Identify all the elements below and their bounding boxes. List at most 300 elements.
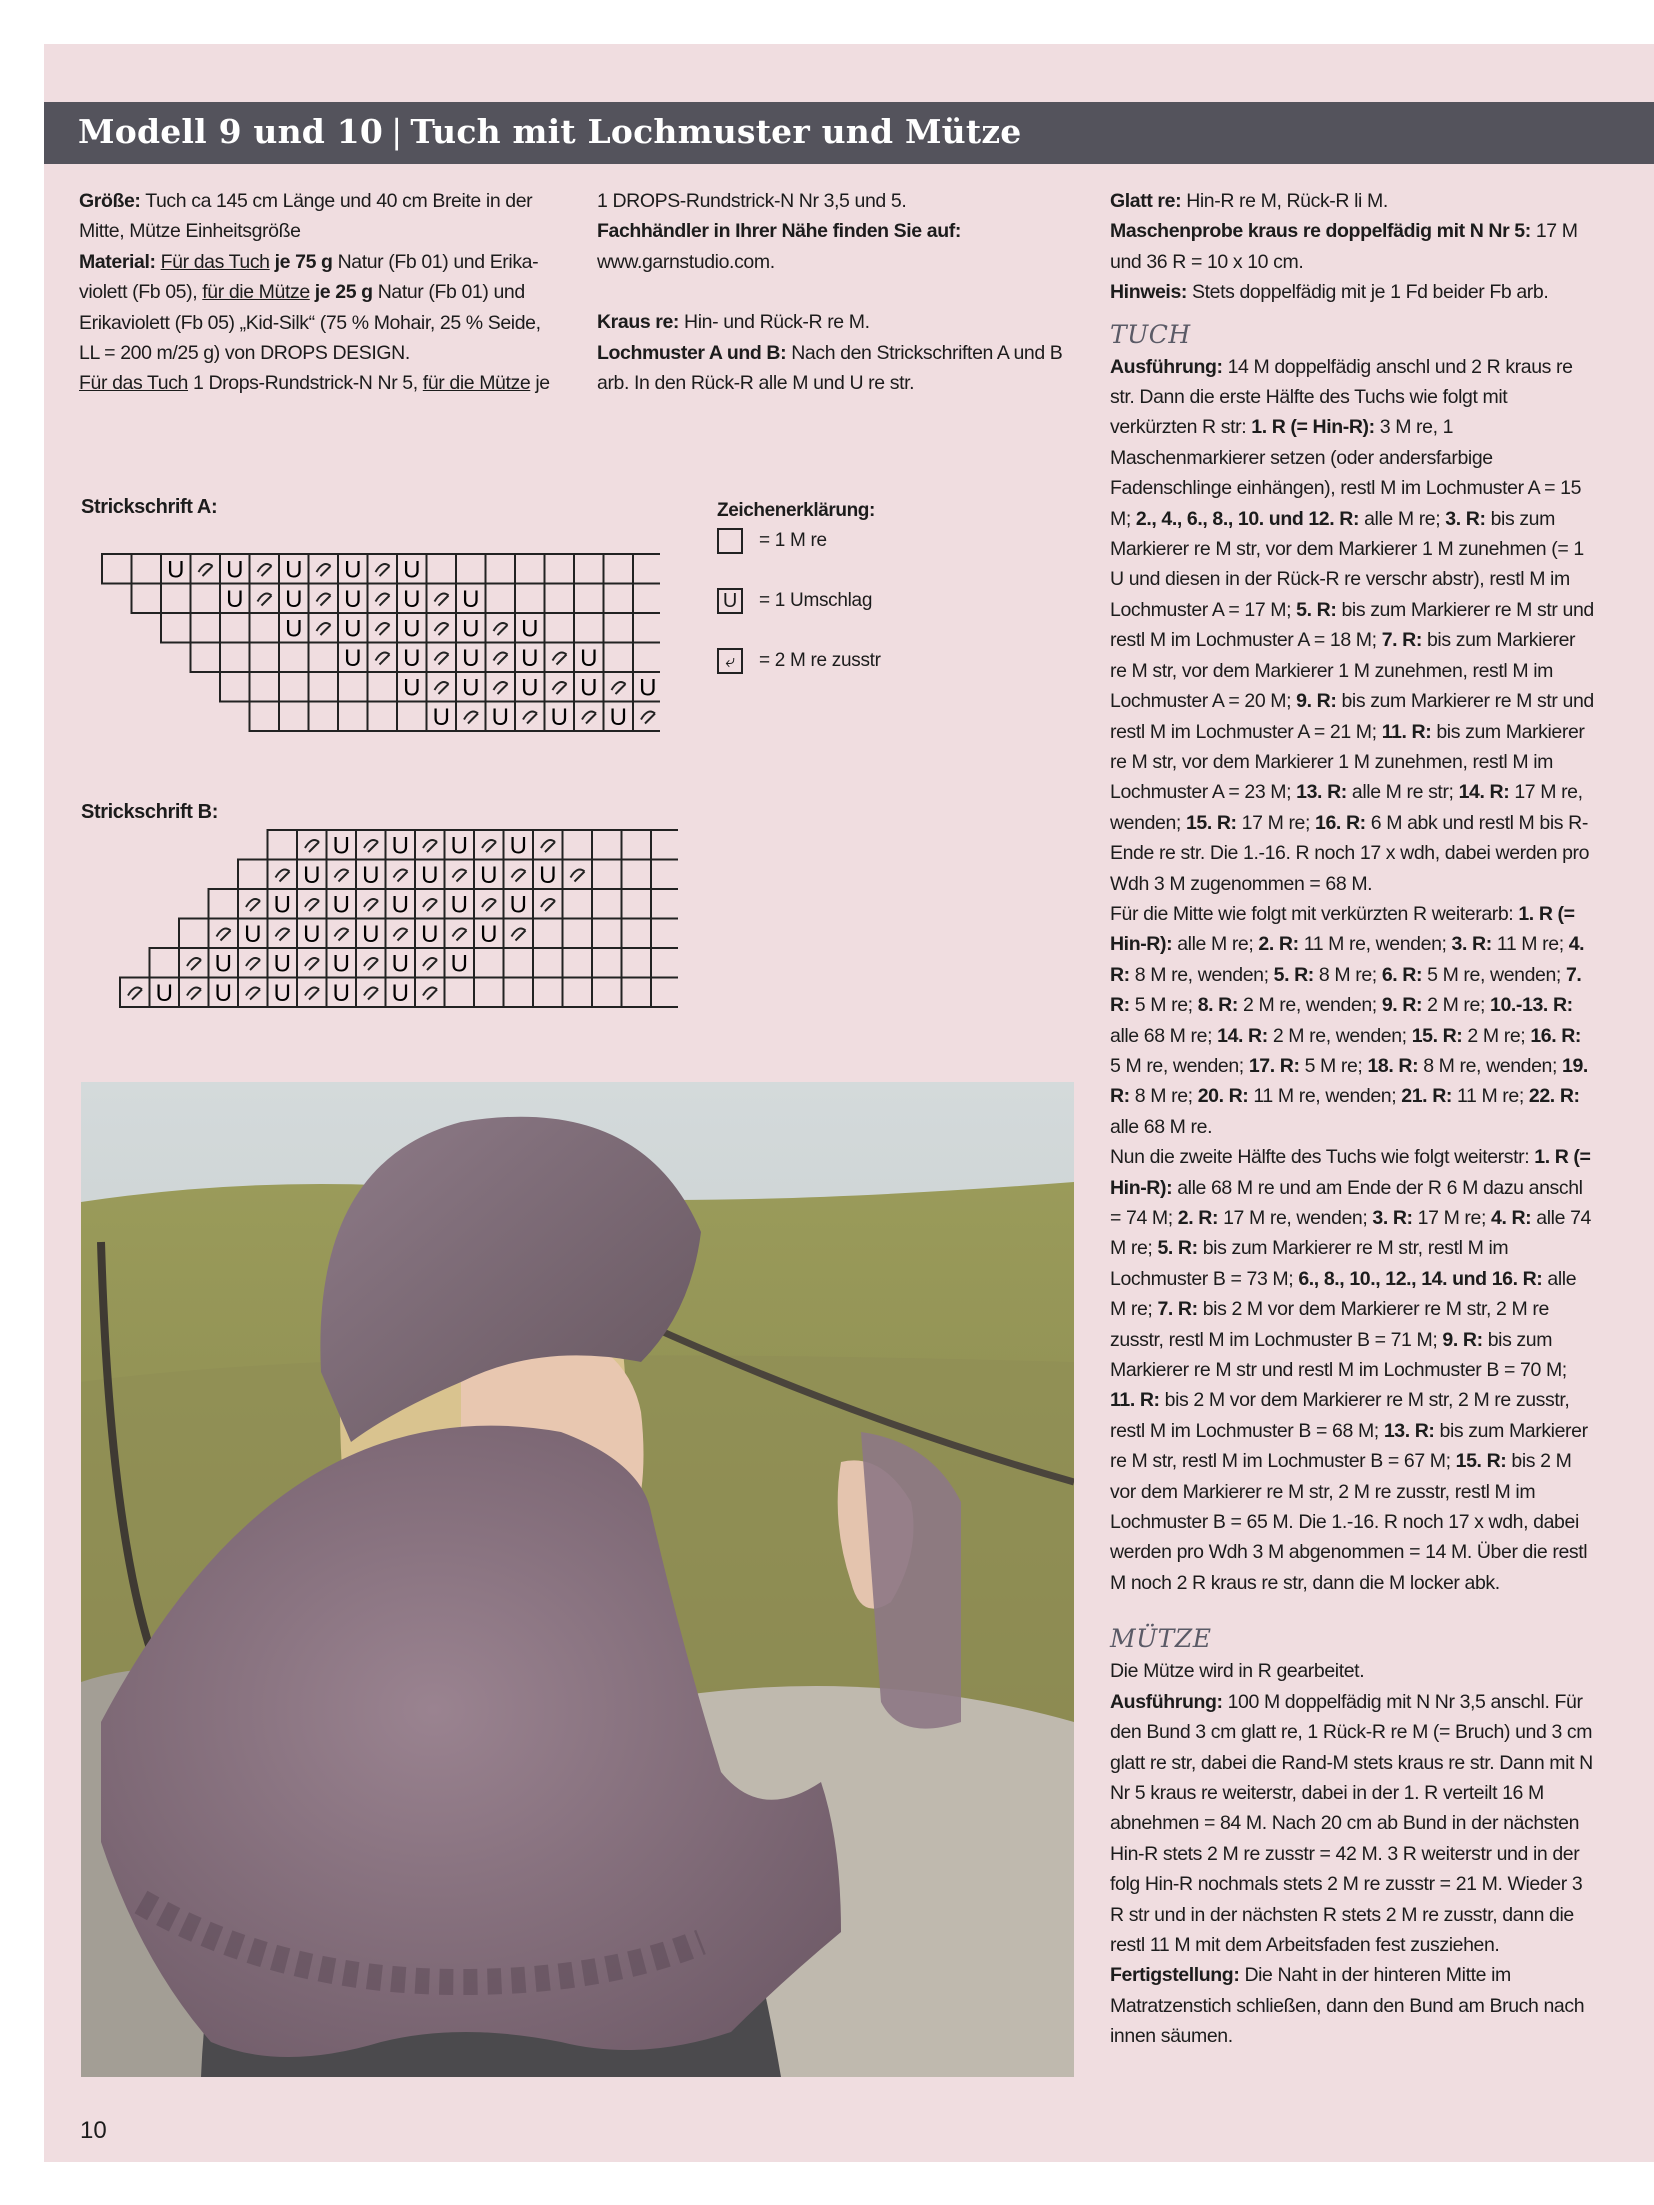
- k2tog-symbol: [641, 712, 655, 724]
- chart-cell: [486, 643, 516, 673]
- chart-cell: [574, 584, 604, 614]
- k2tog-symbol: [317, 594, 331, 606]
- knit-stitch-icon: [717, 528, 743, 554]
- chart-cell: [474, 889, 504, 919]
- tuch-instructions-2: Für die Mitte wie folgt mit verkürzten R weiterarb: 1. R (= Hin-R): alle M re; 2. R: 11 M re, wenden; 3. R: 11 M re; 4. R: 8 M re, wenden; 5. R: 8 M re; 6. R: 5 M re, wenden; 7. R: 5 M re; 8. R: 2 M re, wenden; 9. R: 2 M re; 10.-13. R: alle 68 M re; 14. R: 2 M re, wenden; 15. R: 2 M re; 16. R: 5 M re, wenden; 17. R: 5 M re; 18. R: 8 M re, wenden; 19. R: 8 M re; 20. R: 11 M re, wenden; 21. R: 11 M re; 22. R: alle 68 M re.: [1110, 902, 1588, 1138]
- chart-cell: [445, 830, 475, 860]
- chart-cell: [563, 919, 593, 949]
- chart-cell: [622, 978, 652, 1008]
- k2tog-symbol: [217, 929, 231, 941]
- chart-cell: [368, 672, 398, 702]
- chart-cell: [368, 702, 398, 732]
- k2tog-symbol: [258, 564, 272, 576]
- chart-cell: [297, 860, 327, 890]
- yarn-over-symbol: U: [403, 586, 421, 613]
- chart-cell: [474, 978, 504, 1008]
- yarn-over-symbol: U: [344, 615, 362, 643]
- model-number: Modell 9 und 10: [78, 112, 384, 151]
- k2tog-symbol: [376, 594, 390, 606]
- chart-cell: [427, 643, 457, 673]
- chart-cell: [279, 584, 309, 614]
- chart-cell: [563, 830, 593, 860]
- chart-cell: [338, 554, 368, 584]
- yarn-over-symbol: U: [226, 586, 244, 613]
- k2tog-symbol: [423, 958, 437, 970]
- chart-cell: [486, 702, 516, 732]
- chart-cell: [651, 919, 678, 949]
- chart-cell: [297, 948, 327, 978]
- chart-cell: [297, 830, 327, 860]
- yarn-over-symbol: U: [480, 862, 498, 889]
- chart-cell: [604, 554, 634, 584]
- yarn-over-symbol: U: [214, 980, 232, 1007]
- k2tog-symbol: [305, 840, 319, 852]
- yarn-over-symbol: U: [391, 891, 409, 919]
- yarn-over-symbol: U: [432, 704, 450, 731]
- chart-cell: [651, 830, 678, 860]
- chart-cell: [633, 584, 660, 614]
- chart-cell: [445, 860, 475, 890]
- yarn-over-symbol: U: [273, 891, 291, 919]
- knitting-chart-b: [118, 828, 678, 1014]
- chart-cell: [504, 860, 534, 890]
- chart-cell: [474, 948, 504, 978]
- chart-cell: [327, 830, 357, 860]
- yarn-over-symbol: U: [344, 586, 362, 613]
- chart-cell: [250, 672, 280, 702]
- chart-cell: [456, 643, 486, 673]
- knitting-chart-a: [100, 552, 660, 738]
- chart-cell: [309, 613, 339, 643]
- chart-cell: [574, 613, 604, 643]
- yarn-over-symbol: U: [362, 921, 380, 948]
- legend-decrease: ⤶ = 2 M re zusstr: [717, 648, 881, 674]
- yarn-over-symbol: U: [450, 832, 468, 860]
- needles-paragraph: Für das Tuch 1 Drops-Rundstrick-N Nr 5, für die Mütze je: [79, 372, 550, 395]
- chart-cell: [622, 948, 652, 978]
- chart-cell: [268, 978, 298, 1008]
- yarn-over-symbol: U: [403, 615, 421, 643]
- k2tog-symbol: [464, 712, 478, 724]
- chart-cell: [161, 613, 191, 643]
- chart-cell: [250, 584, 280, 614]
- chart-cell: [604, 672, 634, 702]
- chart-cell: [338, 584, 368, 614]
- yarn-over-symbol: U: [244, 921, 262, 948]
- k2tog-symbol: [128, 988, 142, 1000]
- legend-yarn-over: U = 1 Umschlag: [717, 588, 872, 614]
- yarn-over-symbol: U: [273, 980, 291, 1007]
- yarn-over-symbol: U: [332, 832, 350, 860]
- muetze-heading: MÜTZE: [1110, 1624, 1212, 1654]
- chart-cell: [545, 702, 575, 732]
- yarn-over-symbol: U: [403, 645, 421, 672]
- chart-cell: [386, 948, 416, 978]
- k2tog-symbol: [512, 870, 526, 882]
- chart-cell: [268, 919, 298, 949]
- chart-cell: [427, 554, 457, 584]
- chart-cell: [368, 584, 398, 614]
- chart-cell: [592, 830, 622, 860]
- k2tog-symbol: [423, 840, 437, 852]
- k2tog-symbol: [523, 712, 537, 724]
- yarn-over-symbol: U: [421, 862, 439, 889]
- k2tog-symbol: [435, 594, 449, 606]
- chart-cell: [238, 860, 268, 890]
- chart-a-label: Strickschrift A:: [81, 496, 218, 518]
- chart-cell: [356, 948, 386, 978]
- yarn-over-symbol: U: [509, 832, 527, 860]
- chart-cell: [504, 948, 534, 978]
- chart-cell: [533, 948, 563, 978]
- chart-cell: [209, 948, 239, 978]
- chart-cell: [397, 643, 427, 673]
- page-title: [78, 112, 1021, 151]
- chart-cell: [456, 584, 486, 614]
- k2tog-symbol: [453, 870, 467, 882]
- k2tog-symbol: [364, 840, 378, 852]
- chart-cell: [574, 702, 604, 732]
- yarn-over-symbol: U: [362, 862, 380, 889]
- chart-cell: [179, 948, 209, 978]
- k2tog-symbol: [317, 623, 331, 635]
- k2tog-symbol: [541, 840, 555, 852]
- chart-cell: [279, 672, 309, 702]
- chart-cell: [486, 672, 516, 702]
- chart-cell: [515, 584, 545, 614]
- chart-cell: [504, 978, 534, 1008]
- yarn-over-symbol: U: [285, 556, 303, 584]
- chart-cell: [327, 860, 357, 890]
- chart-cell: [191, 613, 221, 643]
- chart-cell: [220, 613, 250, 643]
- chart-cell: [651, 948, 678, 978]
- chart-cell: [533, 830, 563, 860]
- note-paragraph: Hinweis: Stets doppelfädig mit je 1 Fd beider Fb arb.: [1110, 281, 1549, 304]
- chart-cell: [279, 702, 309, 732]
- chart-cell: [633, 672, 660, 702]
- chart-cell: [474, 860, 504, 890]
- chart-cell: [622, 919, 652, 949]
- size-paragraph: Größe: Tuch ca 145 cm Länge und 40 cm Breite in der Mitte, Mütze Einheitsgröße: [79, 190, 533, 243]
- chart-cell: [220, 672, 250, 702]
- chart-cell: [268, 860, 298, 890]
- legend-title: Zeichenerklärung:: [717, 500, 875, 521]
- yarn-over-symbol: U: [462, 586, 480, 613]
- k2tog-icon: ⤶: [717, 648, 743, 674]
- chart-cell: [161, 554, 191, 584]
- k2tog-symbol: [364, 899, 378, 911]
- photo-woman-shawl-hat: [81, 1082, 1074, 2077]
- chart-cell: [592, 919, 622, 949]
- chart-cell: [179, 978, 209, 1008]
- k2tog-symbol: [305, 958, 319, 970]
- chart-cell: [356, 978, 386, 1008]
- chart-b-label: Strickschrift B:: [81, 801, 218, 823]
- chart-cell: [132, 584, 162, 614]
- k2tog-symbol: [317, 564, 331, 576]
- chart-cell: [150, 978, 180, 1008]
- yarn-over-symbol: U: [550, 704, 568, 731]
- chart-cell: [356, 860, 386, 890]
- chart-cell: [268, 948, 298, 978]
- chart-cell: [604, 702, 634, 732]
- chart-cell: [622, 830, 652, 860]
- yarn-over-symbol: U: [450, 950, 468, 978]
- kraus-paragraph: Kraus re: Hin- und Rück-R re M.: [597, 311, 870, 334]
- yarn-over-symbol: U: [521, 645, 539, 672]
- chart-cell: [504, 889, 534, 919]
- chart-cell: [309, 672, 339, 702]
- chart-cell: [633, 643, 660, 673]
- k2tog-symbol: [553, 682, 567, 694]
- gauge-paragraph: Maschenprobe kraus re doppelfädig mit N Nr 5: 17 M und 36 R = 10 x 10 cm.: [1110, 220, 1578, 273]
- yarn-over-symbol: U: [403, 674, 421, 702]
- yarn-over-symbol: U: [580, 645, 598, 672]
- chart-cell: [309, 702, 339, 732]
- chart-cell: [545, 584, 575, 614]
- chart-cell: [279, 643, 309, 673]
- chart-cell: [397, 672, 427, 702]
- chart-cell: [415, 978, 445, 1008]
- chart-cell: [592, 948, 622, 978]
- k2tog-symbol: [276, 870, 290, 882]
- yarn-over-symbol: U: [391, 980, 409, 1007]
- chart-cell: [279, 613, 309, 643]
- yarn-over-symbol: U: [303, 921, 321, 948]
- chart-cell: [338, 613, 368, 643]
- chart-cell: [338, 702, 368, 732]
- muetze-finishing: Fertigstellung: Die Naht in der hinteren Mitte im Matratzenstich schließen, dann den Bund am Bruch nach innen säumen.: [1110, 1964, 1585, 2048]
- yarn-over-symbol: U: [285, 586, 303, 613]
- chart-cell: [238, 919, 268, 949]
- k2tog-symbol: [364, 988, 378, 1000]
- chart-cell: [533, 889, 563, 919]
- k2tog-symbol: [553, 653, 567, 665]
- chart-cell: [368, 554, 398, 584]
- chart-cell: [279, 554, 309, 584]
- chart-cell: [474, 919, 504, 949]
- chart-cell: [622, 889, 652, 919]
- yarn-over-symbol: U: [539, 862, 557, 889]
- chart-cell: [515, 702, 545, 732]
- chart-cell: [309, 643, 339, 673]
- chart-cell: [309, 554, 339, 584]
- k2tog-symbol: [612, 682, 626, 694]
- chart-cell: [368, 613, 398, 643]
- chart-cell: [563, 978, 593, 1008]
- k2tog-symbol: [187, 988, 201, 1000]
- chart-cell: [533, 919, 563, 949]
- chart-cell: [356, 919, 386, 949]
- yarn-over-symbol: U: [332, 950, 350, 978]
- chart-cell: [220, 584, 250, 614]
- chart-cell: [238, 889, 268, 919]
- chart-cell: [545, 643, 575, 673]
- chart-cell: [179, 919, 209, 949]
- chart-cell: [592, 889, 622, 919]
- yarn-over-symbol: U: [609, 704, 627, 731]
- chart-cell: [268, 830, 298, 860]
- yarn-over-symbol: U: [421, 921, 439, 948]
- yarn-over-symbol: U: [639, 674, 657, 702]
- chart-cell: [574, 554, 604, 584]
- chart-cell: [456, 702, 486, 732]
- chart-cell: [651, 889, 678, 919]
- chart-cell: [415, 919, 445, 949]
- yarn-over-symbol: U: [521, 674, 539, 702]
- chart-cell: [415, 889, 445, 919]
- chart-cell: [250, 643, 280, 673]
- yarn-over-symbol: U: [391, 832, 409, 860]
- chart-cell: [191, 584, 221, 614]
- chart-cell: [633, 613, 660, 643]
- chart-cell: [415, 948, 445, 978]
- chart-cell: [397, 702, 427, 732]
- chart-cell: [356, 889, 386, 919]
- yarn-over-symbol: U: [521, 615, 539, 643]
- page-number: 10: [80, 2117, 107, 2144]
- k2tog-symbol: [246, 988, 260, 1000]
- yarn-over-symbol: U: [285, 615, 303, 643]
- k2tog-symbol: [423, 899, 437, 911]
- material-paragraph: Material: Für das Tuch je 75 g Natur (Fb 01) und Erika-violett (Fb 05), für die Mütze je 25 g Natur (Fb 01) und Erikaviolett (Fb 05) „Kid-Silk“ (75 % Mohair, 25 % Seide, LL = 200 m/25 g) von DROPS DESIGN.: [79, 250, 541, 365]
- yarn-over-symbol: U: [273, 950, 291, 978]
- k2tog-symbol: [376, 653, 390, 665]
- yarn-over-symbol: U: [509, 891, 527, 919]
- legend-knit: = 1 M re: [717, 528, 827, 554]
- chart-cell: [456, 613, 486, 643]
- chart-cell: [592, 860, 622, 890]
- column-3: [1110, 186, 1595, 2052]
- chart-cell: [574, 672, 604, 702]
- chart-cell: [427, 702, 457, 732]
- chart-cell: [456, 554, 486, 584]
- chart-cell: [368, 643, 398, 673]
- k2tog-symbol: [376, 623, 390, 635]
- k2tog-symbol: [305, 988, 319, 1000]
- chart-cell: [238, 948, 268, 978]
- chart-cell: [309, 584, 339, 614]
- yarn-over-symbol: U: [391, 950, 409, 978]
- chart-cell: [386, 978, 416, 1008]
- yarn-over-symbol: U: [332, 980, 350, 1007]
- yarn-over-symbol: U: [462, 645, 480, 672]
- chart-cell: [191, 643, 221, 673]
- chart-cell: [445, 948, 475, 978]
- k2tog-symbol: [246, 899, 260, 911]
- k2tog-symbol: [335, 929, 349, 941]
- chart-cell: [132, 554, 162, 584]
- chart-cell: [397, 584, 427, 614]
- yarn-over-symbol: U: [491, 704, 509, 731]
- chart-cell: [486, 554, 516, 584]
- chart-cell: [209, 919, 239, 949]
- yarn-over-symbol: U: [214, 950, 232, 978]
- k2tog-symbol: [453, 929, 467, 941]
- chart-cell: [120, 978, 150, 1008]
- title-bar: [44, 102, 1654, 164]
- title-separator: |: [391, 112, 403, 151]
- chart-cell: [297, 919, 327, 949]
- chart-cell: [633, 702, 660, 732]
- chart-cell: [651, 860, 678, 890]
- column-2: [597, 186, 1077, 398]
- chart-cell: [427, 613, 457, 643]
- chart-cell: [545, 672, 575, 702]
- chart-cell: [397, 613, 427, 643]
- chart-cell: [533, 860, 563, 890]
- chart-cell: [250, 554, 280, 584]
- k2tog-symbol: [394, 870, 408, 882]
- chart-cell: [397, 554, 427, 584]
- k2tog-symbol: [187, 958, 201, 970]
- chart-cell: [250, 702, 280, 732]
- chart-cell: [356, 830, 386, 860]
- chart-cell: [386, 919, 416, 949]
- yarn-over-symbol: U: [450, 891, 468, 919]
- yarn-over-symbol: U: [226, 556, 244, 584]
- chart-cell: [574, 643, 604, 673]
- yarn-over-symbol: U: [344, 645, 362, 672]
- chart-cell: [445, 978, 475, 1008]
- pattern-title: Tuch mit Lochmuster und Mütze: [410, 112, 1022, 151]
- yarn-over-symbol: U: [480, 921, 498, 948]
- chart-cell: [545, 554, 575, 584]
- chart-cell: [386, 860, 416, 890]
- chart-cell: [651, 978, 678, 1008]
- k2tog-symbol: [494, 682, 508, 694]
- chart-cell: [622, 860, 652, 890]
- chart-cell: [415, 860, 445, 890]
- chart-cell: [592, 978, 622, 1008]
- chart-cell: [474, 830, 504, 860]
- chart-cell: [327, 948, 357, 978]
- yarn-over-symbol: U: [462, 674, 480, 702]
- chart-cell: [327, 919, 357, 949]
- chart-cell: [545, 613, 575, 643]
- k2tog-symbol: [394, 929, 408, 941]
- k2tog-symbol: [376, 564, 390, 576]
- k2tog-symbol: [364, 958, 378, 970]
- chart-cell: [563, 860, 593, 890]
- chart-cell: [563, 948, 593, 978]
- chart-cell: [191, 554, 221, 584]
- yarn-over-symbol: U: [403, 556, 421, 584]
- chart-cell: [604, 613, 634, 643]
- column-1: [79, 186, 557, 399]
- k2tog-symbol: [435, 682, 449, 694]
- chart-cell: [515, 672, 545, 702]
- k2tog-symbol: [571, 870, 585, 882]
- k2tog-symbol: [305, 899, 319, 911]
- k2tog-symbol: [482, 899, 496, 911]
- k2tog-symbol: [512, 929, 526, 941]
- chart-cell: [209, 889, 239, 919]
- chart-cell: [338, 643, 368, 673]
- chart-cell: [504, 919, 534, 949]
- chart-cell: [238, 978, 268, 1008]
- chart-cell: [486, 613, 516, 643]
- k2tog-symbol: [423, 988, 437, 1000]
- yarn-over-symbol: U: [167, 556, 185, 584]
- k2tog-symbol: [482, 840, 496, 852]
- lochmuster-paragraph: Lochmuster A und B: Nach den Strickschriften A und B arb. In den Rück-R alle M und U re str.: [597, 341, 1063, 395]
- muetze-instructions: Ausführung: 100 M doppelfädig mit N Nr 3,5 anschl. Für den Bund 3 cm glatt re, 1 Rück-R re M (= Bruch) und 3 cm glatt re str, dabei die Rand-M stets kraus re str. Dann mit N Nr 5 kraus re weiterstr, dabei in der 1. R verteilt 16 M abnehmen = 84 M. Nach 20 cm ab Bund in der nächsten Hin-R stets 2 M re zusstr = 42 M. 3 R weiterstr und in der folg Hin-R nochmals stets 2 M re zusstr = 21 M. Wieder 3 R str und in der nächsten R stets 2 M re zusstr, dann die restl 11 M mit dem Arbeitsfaden fest zusziehen.: [1110, 1690, 1593, 1956]
- tuch-instructions-3: Nun die zweite Hälfte des Tuchs wie folgt weiterstr: 1. R (= Hin-R): alle 68 M re und am Ende der R 6 M dazu anschl = 74 M; 2. R: 17 M re, wenden; 3. R: 17 M re; 4. R: alle 74 M re; 5. R: bis zum Markierer re M str, restl M im Lochmuster B = 73 M; 6., 8., 10., 12., 14. und 16. R: alle M re; 7. R: bis 2 M vor dem Markierer re M str, 2 M re zusstr, restl M im Lochmuster B = 71 M; 9. R: bis zum Markierer re M str und restl M im Lochmuster B = 70 M; 11. R: bis 2 M vor dem Markierer re M str, 2 M re zusstr, restl M im Lochmuster B = 68 M; 13. R: bis zum Markierer re M str, restl M im Lochmuster B = 67 M; 15. R: bis 2 M vor dem Markierer re M str, 2 M re zusstr, restl M im Lochmuster B = 65 M. Die 1.-16. R noch 17 x wdh, dabei werden pro Wdh 3 M abgenommen = 14 M. Über die restl M noch 2 R kraus re str, dann die M locker abk.: [1110, 1146, 1591, 1594]
- k2tog-symbol: [435, 653, 449, 665]
- chart-cell: [327, 978, 357, 1008]
